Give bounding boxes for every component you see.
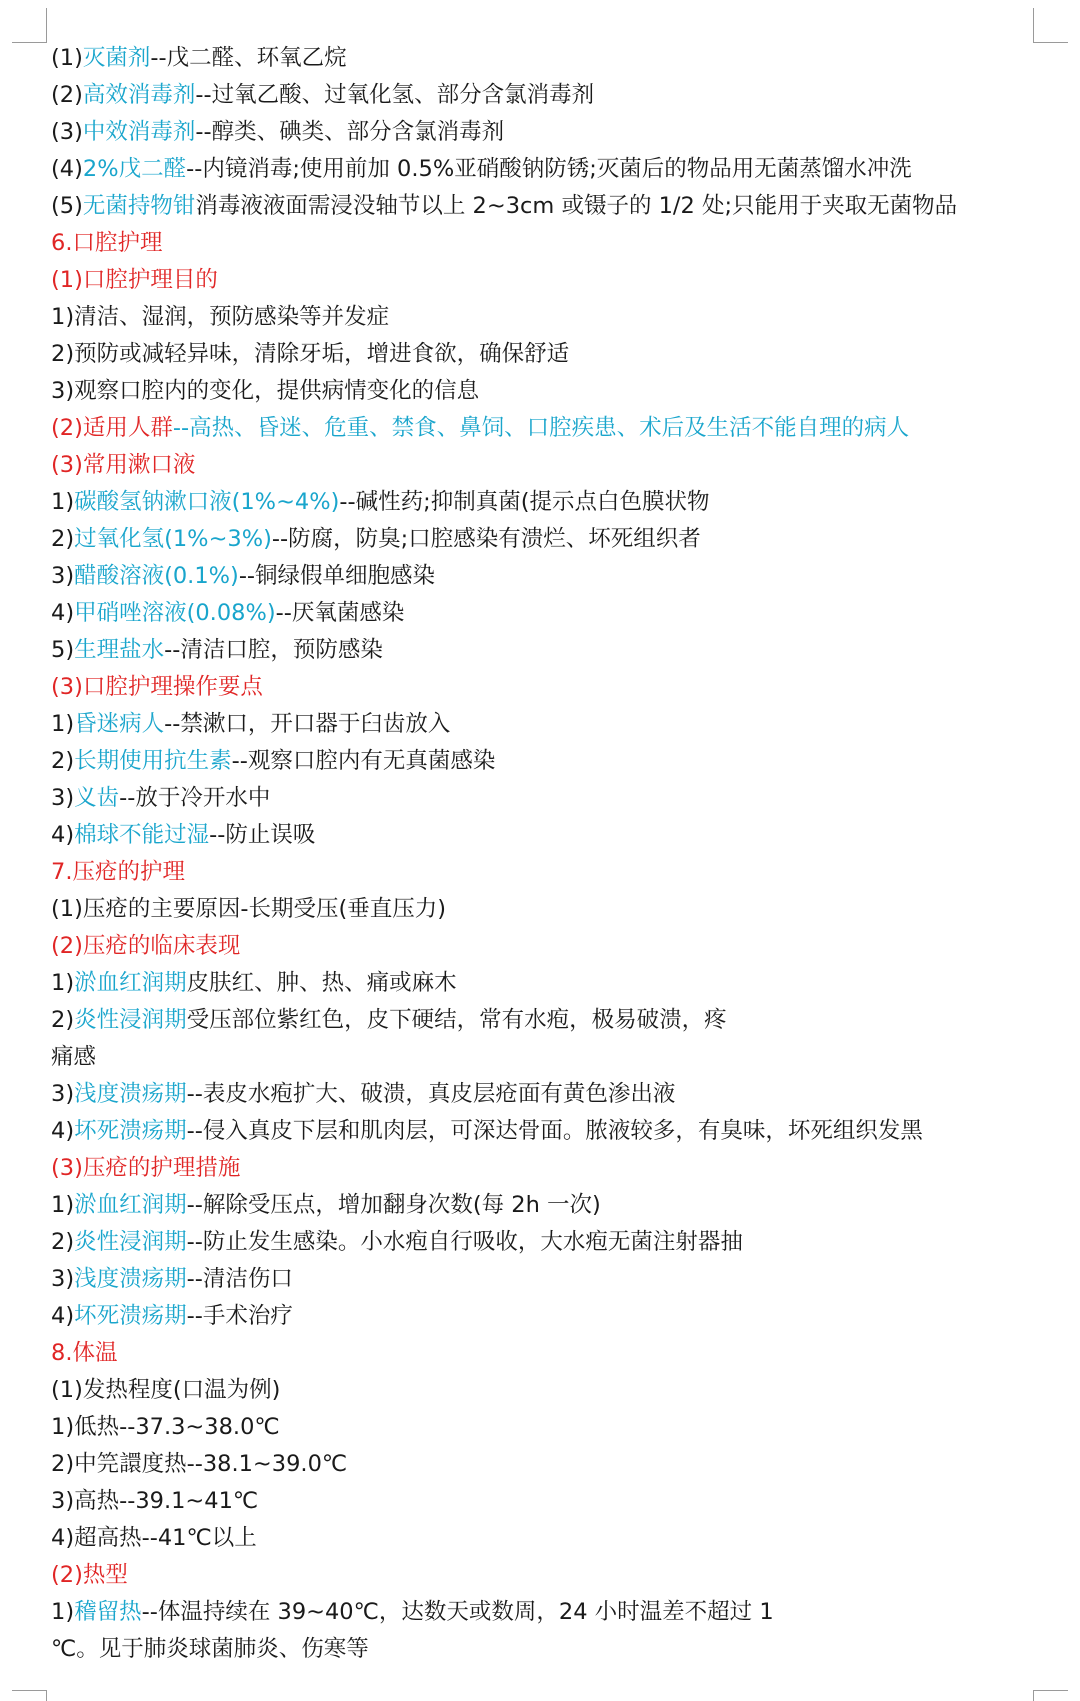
page-corner-top-left [12, 8, 47, 43]
line-text: 1) [51, 489, 75, 515]
text-line [51, 484, 1051, 521]
line-text: --表皮水疱扩大、破溃，真皮层疮面有黄色渗出液 [186, 1081, 676, 1107]
highlighted-term: 过氧化氢(1%~3%) [74, 526, 272, 552]
text-line [51, 743, 1051, 780]
text-line [51, 1298, 1051, 1335]
section-heading [51, 225, 1051, 262]
text-line [51, 40, 1051, 77]
line-text: --防腐，防臭;口腔感染有溃烂、坏死组织者 [271, 526, 701, 552]
line-text: --防止发生感染。小水疱自行吸收，大水疱无菌注射器抽 [186, 1229, 743, 1255]
highlighted-term: 坏死溃疡期 [74, 1118, 187, 1144]
line-text: --观察口腔内有无真菌感染 [231, 748, 496, 774]
highlighted-term: 淤血红润期 [74, 970, 187, 996]
text-line [51, 299, 1051, 336]
line-text: (2) [51, 82, 83, 108]
section-heading [51, 1557, 1051, 1594]
line-text: 3) [51, 785, 75, 811]
line-text: 3) [51, 1081, 75, 1107]
section-heading [51, 928, 1051, 965]
line-text: 1) [51, 1599, 75, 1625]
highlighted-term: 坏死溃疡期 [74, 1303, 187, 1329]
heading-text: (3)常用漱口液 [51, 452, 196, 478]
line-text: 消毒液液面需浸没轴节以上 2~3cm 或镊子的 1/2 处;只能用于夹取无菌物品 [195, 193, 958, 219]
section-heading [51, 1335, 1051, 1372]
highlighted-term: 淤血红润期 [74, 1192, 187, 1218]
line-text: 1)清洁、湿润，预防感染等并发症 [51, 304, 390, 330]
text-line [51, 706, 1051, 743]
line-text: 5) [51, 637, 75, 663]
text-line [51, 1631, 1051, 1668]
text-line [51, 1113, 1051, 1150]
text-line [51, 595, 1051, 632]
highlighted-term: 棉球不能过湿 [74, 822, 210, 848]
text-line [51, 151, 1051, 188]
line-text: (3) [51, 119, 83, 145]
text-line [51, 632, 1051, 669]
section-heading [51, 1150, 1051, 1187]
highlighted-term: 稽留热 [74, 1599, 142, 1625]
highlighted-term: 2%戊二醛 [82, 156, 187, 182]
line-text: 3)观察口腔内的变化，提供病情变化的信息 [51, 378, 480, 404]
text-line [51, 188, 1051, 225]
heading-text: (2)压疮的临床表现 [51, 933, 241, 959]
section-heading [51, 447, 1051, 484]
line-text: 2) [51, 748, 75, 774]
text-line [51, 114, 1051, 151]
heading-text: 7.压疮的护理 [51, 859, 185, 885]
section-heading [51, 854, 1051, 891]
text-line [51, 336, 1051, 373]
highlighted-term: 碳酸氢钠漱口液(1%~4%) [74, 489, 340, 515]
highlighted-term: 甲硝唑溶液(0.08%) [74, 600, 276, 626]
text-line [51, 817, 1051, 854]
line-text: 2)预防或减轻异味，清除牙垢，增进食欲，确保舒适 [51, 341, 570, 367]
highlighted-term: 炎性浸润期 [74, 1007, 187, 1033]
line-text: (1)发热程度(口温为例) [51, 1377, 281, 1403]
highlighted-term: 浅度溃疡期 [74, 1081, 187, 1107]
text-line [51, 1409, 1051, 1446]
highlighted-term: 灭菌剂 [82, 45, 151, 71]
text-line [51, 1076, 1051, 1113]
highlighted-term: --高热、昏迷、危重、禁食、鼻饲、口腔疾患、术后及生活不能自理的病人 [172, 415, 910, 441]
line-text: 痛感 [51, 1044, 97, 1070]
heading-text: 6.口腔护理 [51, 230, 163, 256]
text-line [51, 1261, 1051, 1298]
text-line [51, 1372, 1051, 1409]
line-text: --清洁口腔，预防感染 [164, 637, 383, 663]
line-text: 3)高热--39.1~41℃ [51, 1488, 259, 1514]
text-line [51, 1446, 1051, 1483]
line-text: 3) [51, 563, 75, 589]
highlighted-term: 生理盐水 [74, 637, 165, 663]
highlighted-term: 炎性浸润期 [74, 1229, 187, 1255]
text-line [51, 1224, 1051, 1261]
highlighted-term: 高效消毒剂 [82, 82, 196, 108]
line-text: --铜绿假单细胞感染 [238, 563, 436, 589]
line-text: --放于冷开水中 [119, 785, 271, 811]
heading-text: (1)口腔护理目的 [51, 267, 218, 293]
line-text: 1) [51, 1192, 75, 1218]
line-text: --解除受压点，增加翻身次数(每 2h 一次) [186, 1192, 601, 1218]
page-corner-bottom-left [12, 1690, 47, 1701]
highlighted-term: 昏迷病人 [74, 711, 165, 737]
text-line [51, 965, 1051, 1002]
line-text: 4) [51, 600, 75, 626]
text-line [51, 373, 1051, 410]
line-text: 1)低热--37.3~38.0℃ [51, 1414, 280, 1440]
line-text: (5) [51, 193, 83, 219]
line-text: --醇类、碘类、部分含氯消毒剂 [195, 119, 505, 145]
line-text: --清洁伤口 [186, 1266, 293, 1292]
section-heading [51, 262, 1051, 299]
line-text: --体温持续在 39~40℃，达数天或数周，24 小时温差不超过 1 [141, 1599, 774, 1625]
line-text: (4) [51, 156, 83, 182]
text-line [51, 558, 1051, 595]
line-text: 2) [51, 526, 75, 552]
line-text: --手术治疗 [186, 1303, 293, 1329]
line-text: 4)超高热--41℃以上 [51, 1525, 257, 1551]
text-line [51, 1039, 1051, 1076]
line-text: --戊二醛、环氧乙烷 [150, 45, 347, 71]
text-line [51, 1483, 1051, 1520]
highlighted-term: 浅度溃疡期 [74, 1266, 187, 1292]
highlighted-term: 中效消毒剂 [82, 119, 196, 145]
line-text: --内镜消毒;使用前加 0.5%亚硝酸钠防锈;灭菌后的物品用无菌蒸馏水冲洗 [186, 156, 912, 182]
page-corner-bottom-right [1033, 1690, 1068, 1701]
line-text: --侵入真皮下层和肌肉层，可深达骨面。脓液较多，有臭味，坏死组织发黑 [186, 1118, 923, 1144]
line-text: 2) [51, 1007, 75, 1033]
text-line [51, 891, 1051, 928]
heading-text: (2)热型 [51, 1562, 128, 1588]
line-text: --过氧乙酸、过氧化氢、部分含氯消毒剂 [195, 82, 595, 108]
line-text: --厌氧菌感染 [275, 600, 405, 626]
document-body [51, 40, 1051, 1668]
line-text: 1) [51, 970, 75, 996]
highlighted-term: 长期使用抗生素 [74, 748, 232, 774]
line-text: 4) [51, 822, 75, 848]
highlighted-term: 醋酸溶液(0.1%) [74, 563, 239, 589]
line-text: 2) [51, 1229, 75, 1255]
section-heading [51, 410, 1051, 447]
text-line [51, 1187, 1051, 1224]
line-text: (1)压疮的主要原因-长期受压(垂直压力) [51, 896, 447, 922]
section-heading [51, 669, 1051, 706]
heading-text: (3)口腔护理操作要点 [51, 674, 263, 700]
heading-text: 8.体温 [51, 1340, 118, 1366]
heading-text: (2)适用人群 [51, 415, 173, 441]
text-line [51, 1002, 1051, 1039]
line-text: 皮肤红、肿、热、痛或麻木 [186, 970, 457, 996]
line-text: 4) [51, 1303, 75, 1329]
text-line [51, 1520, 1051, 1557]
line-text: 受压部位紫红色，皮下硬结，常有水疱，极易破溃，疼 [186, 1007, 727, 1033]
line-text: 3) [51, 1266, 75, 1292]
text-line [51, 780, 1051, 817]
text-line [51, 77, 1051, 114]
line-text: ℃。见于肺炎球菌肺炎、伤寒等 [51, 1636, 369, 1662]
line-text: (1) [51, 45, 83, 71]
line-text: 2)中笎譞度热--38.1~39.0℃ [51, 1451, 348, 1477]
text-line [51, 1594, 1051, 1631]
line-text: 1) [51, 711, 75, 737]
highlighted-term: 义齿 [74, 785, 120, 811]
line-text: --碱性药;抑制真菌(提示点白色膜状物 [339, 489, 710, 515]
line-text: --禁漱口，开口器于臼齿放入 [164, 711, 451, 737]
line-text: 4) [51, 1118, 75, 1144]
heading-text: (3)压疮的护理措施 [51, 1155, 241, 1181]
text-line [51, 521, 1051, 558]
page-corner-top-right [1033, 8, 1068, 43]
highlighted-term: 无菌持物钳 [82, 193, 196, 219]
line-text: --防止误吸 [209, 822, 316, 848]
